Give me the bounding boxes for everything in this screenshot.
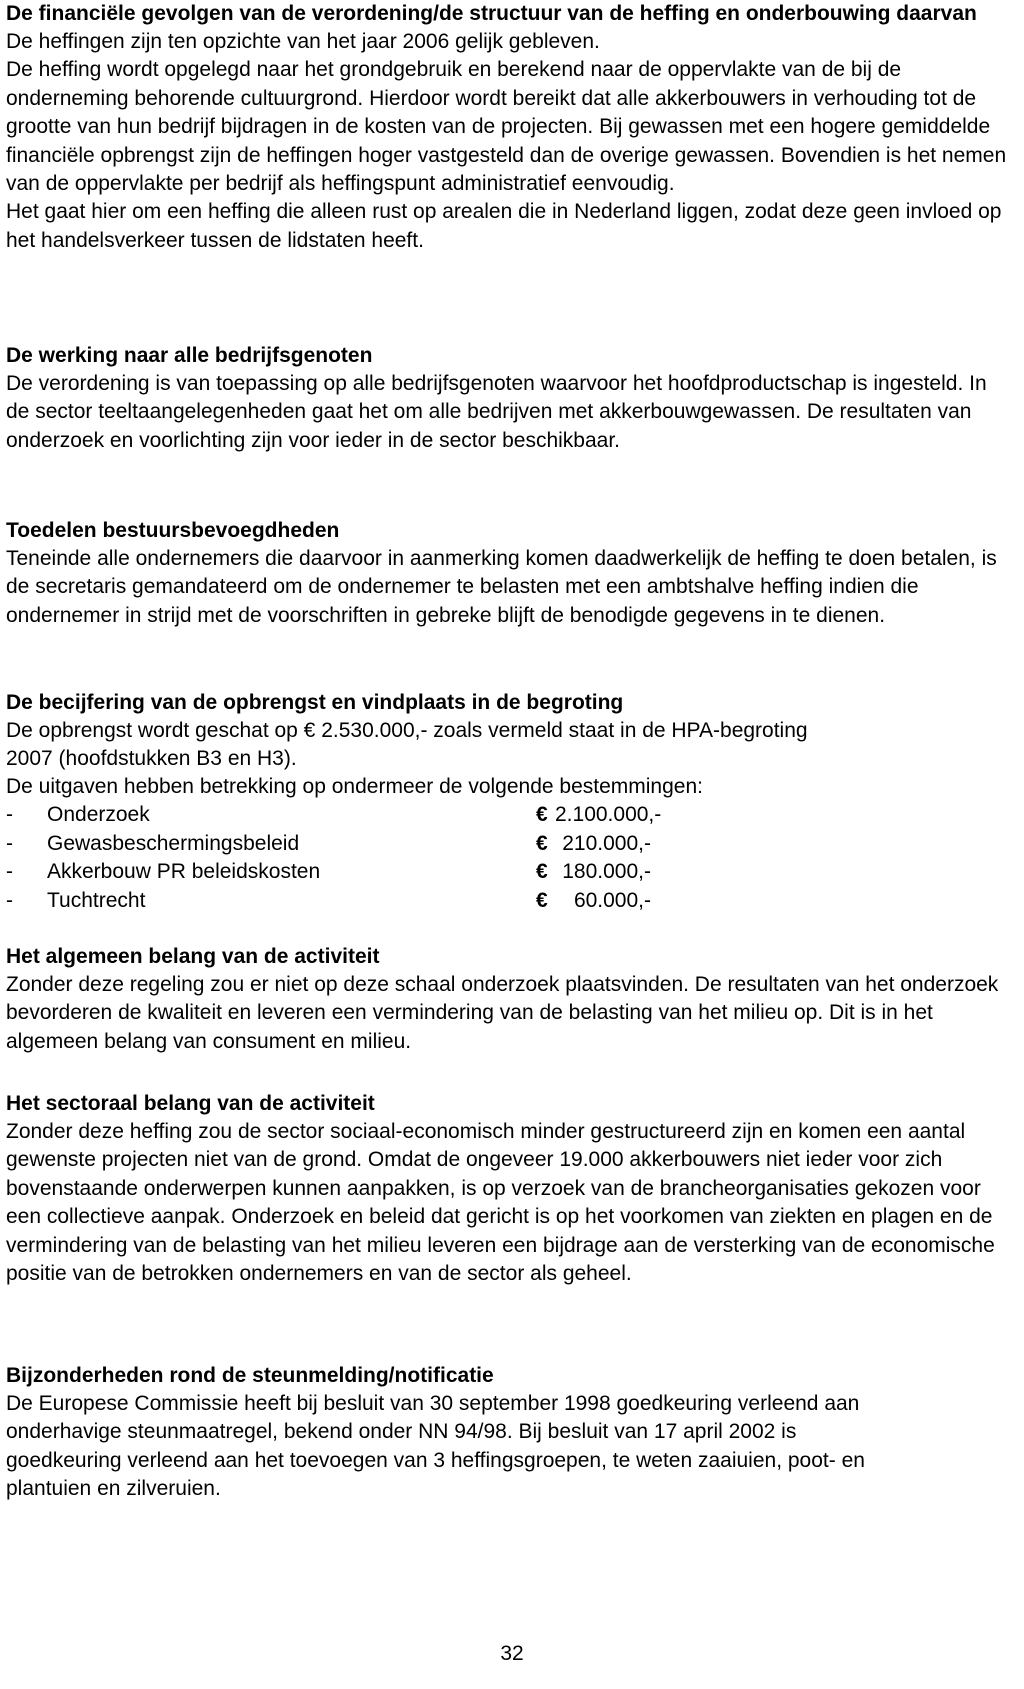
budget-list bbox=[6, 801, 826, 915]
section-body: De verordening is van toepassing op alle bedrijfsgenoten waarvoor het hoofdproductschap is ingesteld. In de sector teeltaangelegenheden gaat het om alle bedrijven met akkerbouwgewassen. De resultaten van onderzoek en voorlichting zijn voor ieder in de sector beschikbaar. bbox=[6, 372, 987, 452]
section-heading: Toedelen bestuursbevoegdheden bbox=[6, 519, 340, 542]
section-heading: Bijzonderheden rond de steunmelding/notificatie bbox=[6, 1364, 494, 1387]
section-all-members bbox=[6, 342, 1010, 455]
budget-amount: 60.000,- bbox=[573, 888, 651, 912]
section-heading: De financiële gevolgen van de verordening/de structuur van de heffing en onderbouwing daarvan bbox=[6, 2, 977, 25]
section-body: De opbrengst wordt geschat op € 2.530.000,- zoals vermeld staat in de HPA-begroting 2007 (hoofdstukken B3 en H3). De uitgaven hebben betrekking op ondermeer de volgende bestemmingen: bbox=[6, 719, 808, 798]
budget-label: Onderzoek bbox=[47, 803, 150, 826]
section-body: De heffingen zijn ten opzichte van het jaar 2006 gelijk gebleven. De heffing wordt opgelegd naar het grondgebruik en berekend naar de oppervlakte van de bij de onderneming behorende cultuurgrond. Hierdoor wordt bereikt dat alle akkerbouwers in verhouding tot de grootte van hun bedrijf bijdragen in de kosten van de projecten. Bij gewassen met een hogere gemiddelde financiële opbrengst zijn de heffingen hoger vastgesteld dan de overige gewassen. Bovendien is het nemen van de oppervlakte per bedrijf als heffingspunt administratief eenvoudig. Het gaat hier om een heffing die alleen rust op arealen die in Nederland liggen, zodat deze geen invloed op het handelsverkeer tussen de lidstaten heeft. bbox=[6, 30, 1007, 252]
euro-symbol: € bbox=[536, 860, 548, 883]
list-dash: - bbox=[6, 888, 13, 912]
budget-item-tuchtrecht bbox=[6, 887, 826, 916]
budget-amount: 210.000,- bbox=[562, 831, 651, 855]
budget-item-gewasbescherming bbox=[6, 830, 826, 859]
section-notification bbox=[6, 1362, 886, 1504]
budget-label: Gewasbeschermingsbeleid bbox=[47, 831, 300, 855]
budget-amount: 2.100.000,- bbox=[555, 803, 662, 826]
euro-symbol: € bbox=[536, 803, 548, 826]
euro-symbol: € bbox=[536, 831, 548, 855]
section-body: Zonder deze heffing zou de sector sociaal-economisch minder gestructureerd zijn en komen een aantal gewenste projecten niet van de grond. Omdat de ongeveer 19.000 akkerbouwers niet ieder voor zich bovenstaande onderwerpen kunnen aanpakken, is op verzoek van de brancheorganisaties gekozen voor een collectieve aanpak. Onderzoek en beleid dat gericht is op het voorkomen van ziekten en plagen en de vermindering van de belasting van het milieu leveren een bijdrage aan de versterking van de economische positie van de betrokken ondernemers en van de sector als geheel. bbox=[6, 1120, 995, 1286]
section-heading: De becijfering van de opbrengst en vindplaats in de begroting bbox=[6, 691, 624, 714]
euro-symbol: € bbox=[536, 888, 548, 912]
budget-item-akkerbouw-pr bbox=[6, 858, 826, 887]
budget-amount: 180.000,- bbox=[562, 860, 651, 883]
budget-label: Akkerbouw PR beleidskosten bbox=[47, 860, 321, 883]
section-body: De Europese Commissie heeft bij besluit van 30 september 1998 goedkeuring verleend aan onderhavige steunmaatregel, bekend onder NN 94/98. Bij besluit van 17 april 2002 is goedkeuring verleend aan het toevoegen van 3 heffingsgroepen, te weten zaaiuien, poot- en plantuien en zilveruien. bbox=[6, 1392, 865, 1501]
page-number: 32 bbox=[500, 1642, 524, 1665]
list-dash: - bbox=[6, 803, 13, 826]
section-sectoral-interest bbox=[6, 1090, 1016, 1288]
budget-item-onderzoek bbox=[6, 801, 826, 830]
section-revenue-budget bbox=[6, 689, 826, 915]
section-financial-consequences bbox=[6, 0, 1016, 255]
section-general-interest bbox=[6, 943, 1010, 1056]
section-body: Teneinde alle ondernemers die daarvoor in aanmerking komen daadwerkelijk de heffing te doen betalen, is de secretaris gemandateerd om de ondernemer te belasten met een ambtshalve heffing indien die ondernemer in strijd met de voorschriften in gebreke blijft de benodigde gegevens in te dienen. bbox=[6, 547, 997, 627]
section-heading: De werking naar alle bedrijfsgenoten bbox=[6, 344, 373, 367]
section-body: Zonder deze regeling zou er niet op deze schaal onderzoek plaatsvinden. De resultaten van het onderzoek bevorderen de kwaliteit en leveren een vermindering van de belasting van het milieu op. Dit is in het algemeen belang van consument en milieu. bbox=[6, 973, 999, 1053]
section-heading: Het algemeen belang van de activiteit bbox=[6, 945, 380, 968]
section-admin-powers bbox=[6, 517, 1010, 630]
list-dash: - bbox=[6, 860, 13, 883]
list-dash: - bbox=[6, 831, 13, 855]
section-heading: Het sectoraal belang van de activiteit bbox=[6, 1092, 375, 1115]
budget-label: Tuchtrecht bbox=[47, 888, 146, 912]
